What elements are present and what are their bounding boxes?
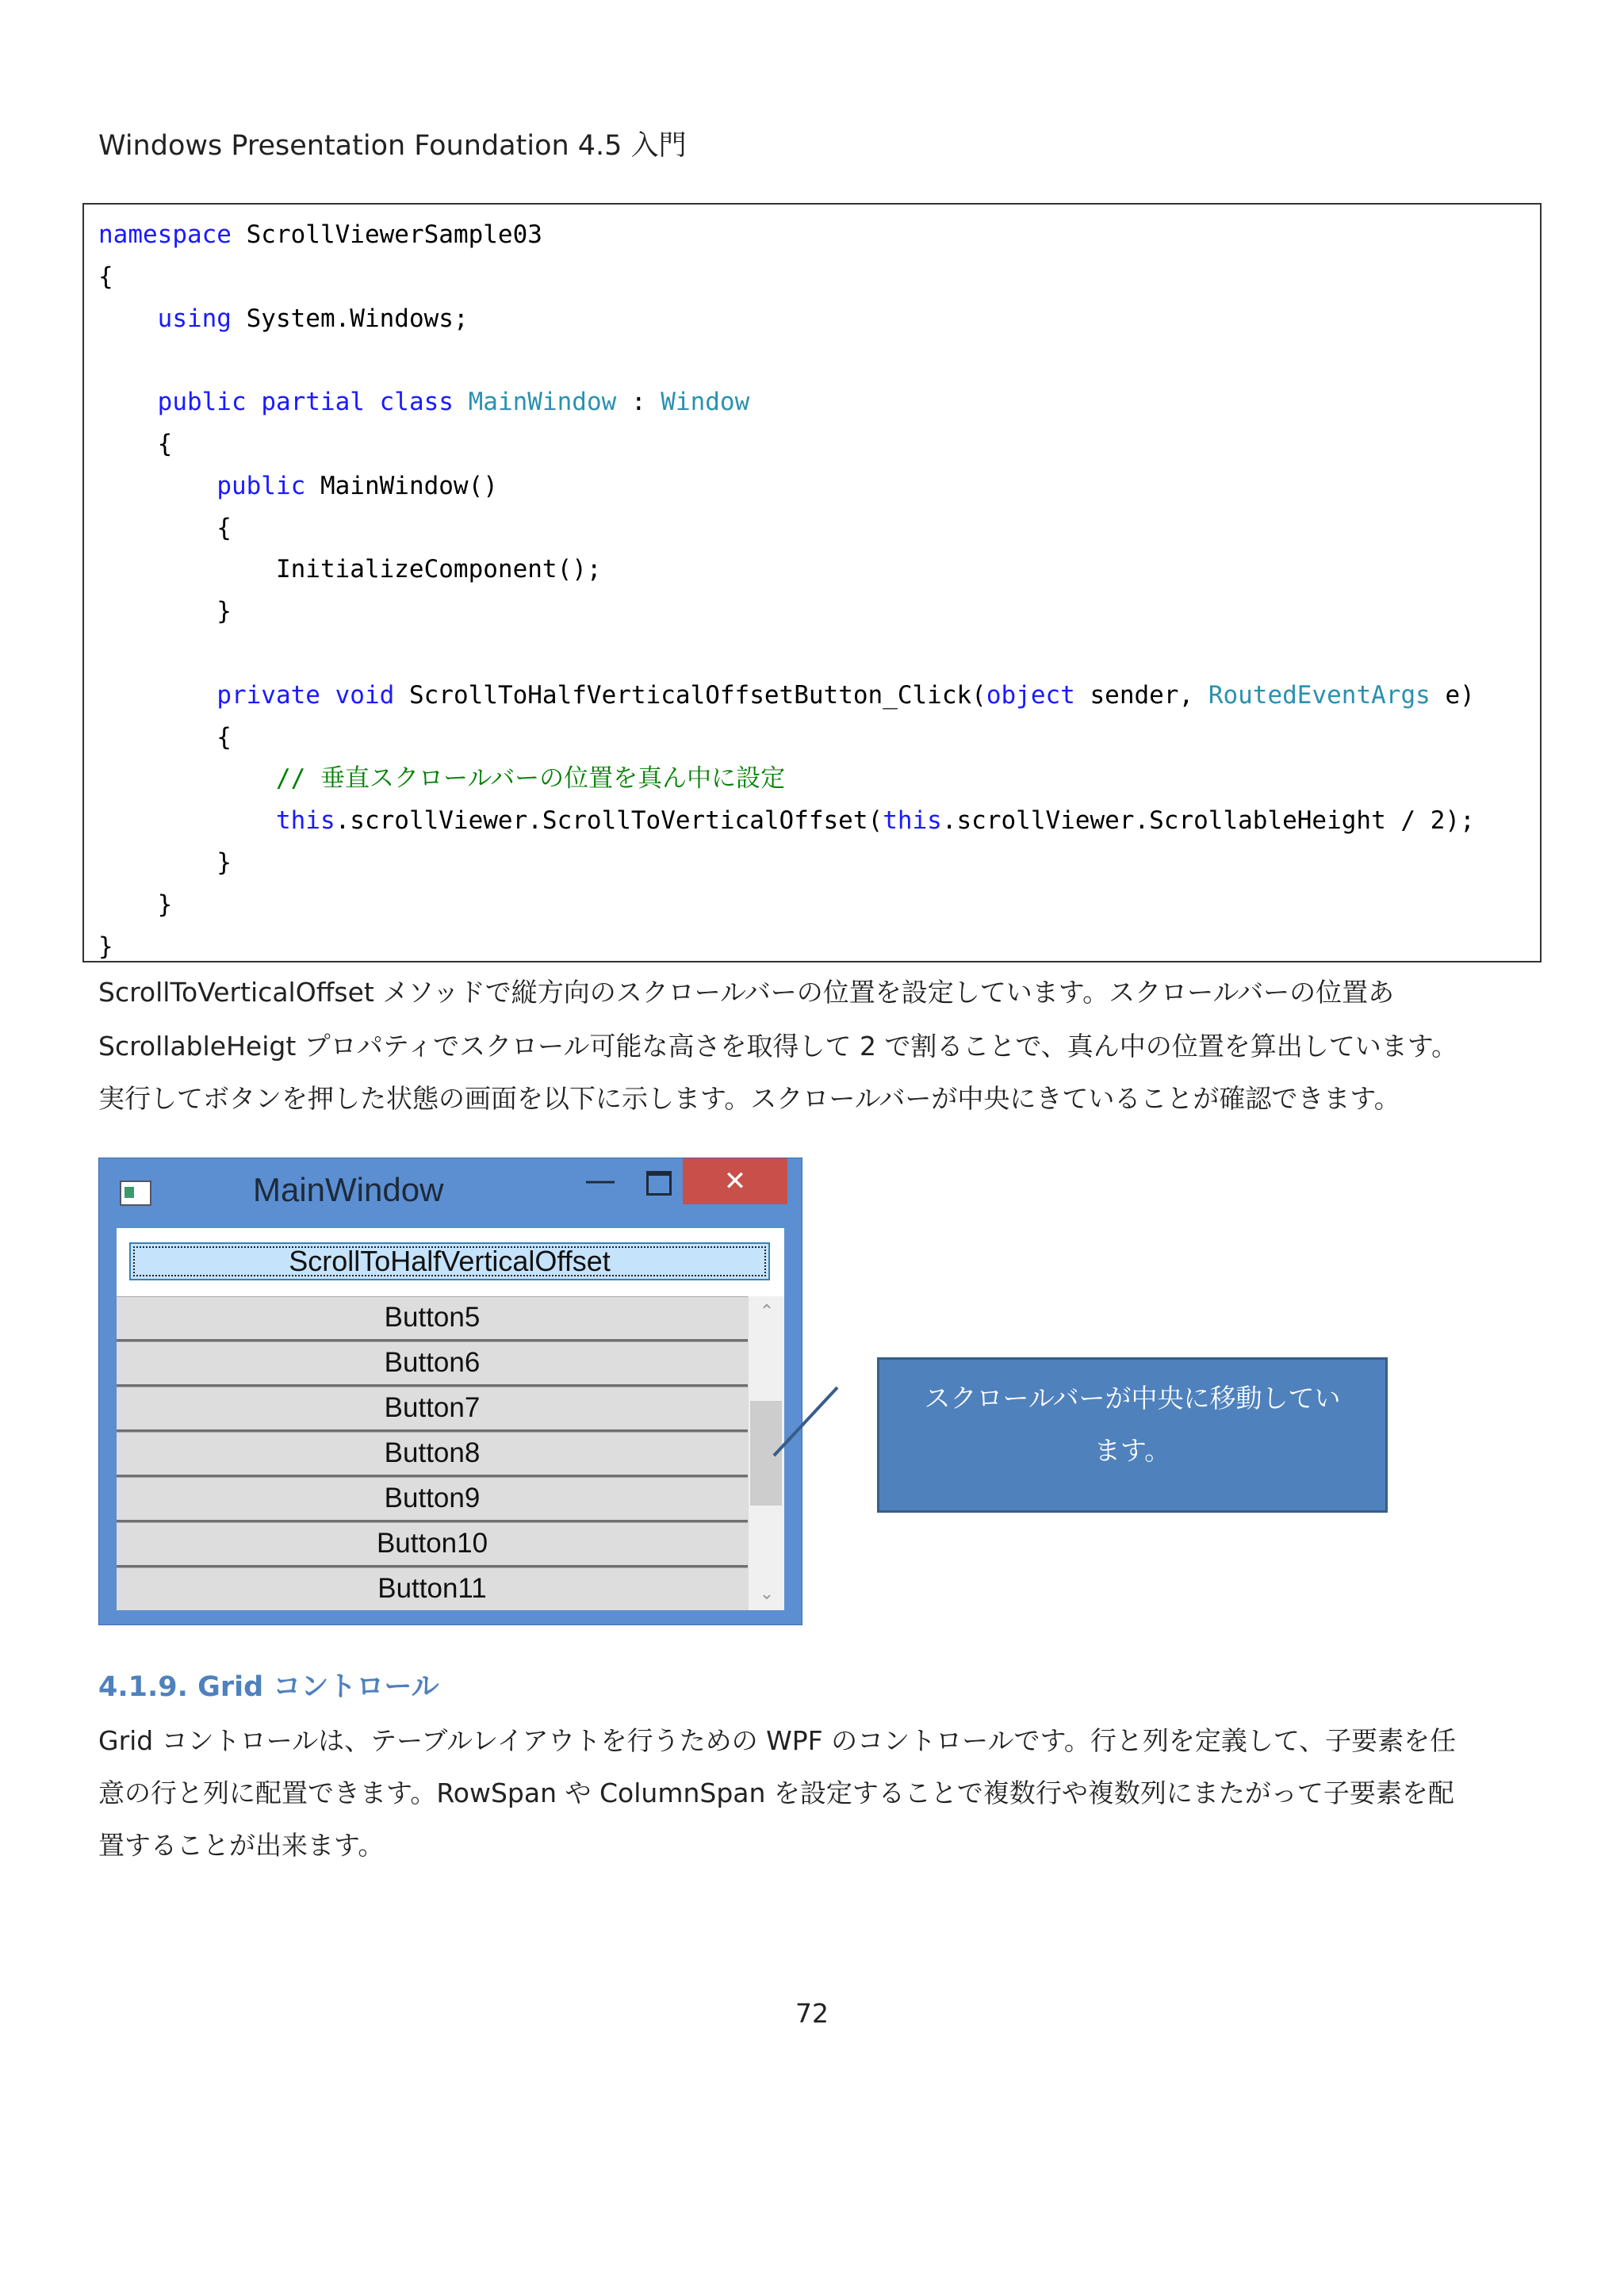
close-icon[interactable]: ✕ (683, 1158, 787, 1204)
code-line: InitializeComponent(); (98, 555, 602, 584)
code-line: this.scrollViewer.ScrollToVerticalOffset(this.scrollViewer.ScrollableHeight / 2); (275, 806, 1475, 836)
minimize-icon[interactable]: — (584, 1162, 616, 1199)
callout-pointer-line (763, 1384, 842, 1464)
window-client-area (117, 1228, 784, 1610)
paragraph-line: 実行してボタンを押した状態の画面を以下に示します。スクロールバーが中央にきていることが確認できます。 (98, 1083, 1400, 1114)
code-line: { (98, 262, 113, 291)
code-line: { (98, 429, 173, 458)
paragraph-line: 意の行と列に配置できます。RowSpan や ColumnSpan を設定することで複数行や複数列にまたがって子要素を配 (98, 1777, 1454, 1808)
list-button-7[interactable]: Button7 (117, 1387, 748, 1432)
code-line: } (98, 932, 113, 961)
page-header: Windows Presentation Foundation 4.5 入門 (98, 130, 687, 162)
app-window-icon (120, 1181, 151, 1206)
list-button-5[interactable]: Button5 (117, 1296, 748, 1341)
paragraph-line: ScrollToVerticalOffset メソッドで縦方向のスクロールバーの位置を設定しています。スクロールバーの位置あ (98, 977, 1395, 1008)
code-line (98, 339, 1475, 381)
scroll-to-half-button[interactable]: ScrollToHalfVerticalOffset (129, 1242, 770, 1280)
page-number: 72 (795, 1998, 829, 2029)
code-line: } (98, 597, 232, 626)
code-line: private void ScrollToHalfVerticalOffsetButton_Click(object sender, RoutedEventArgs e) (216, 680, 1475, 710)
callout-text-line: スクロールバーが中央に移動してい (924, 1383, 1341, 1414)
paragraph-line: ScrollableHeigt プロパティでスクロール可能な高さを取得して 2 で割ることで、真ん中の位置を算出しています。 (98, 1031, 1458, 1062)
list-button-8[interactable]: Button8 (117, 1432, 748, 1477)
paragraph-line: Grid コントロールは、テーブルレイアウトを行うための WPF のコントロールです。行と列を定義して、子要素を任 (98, 1725, 1457, 1756)
code-line: public partial class MainWindow : Window (157, 388, 750, 417)
code-line: } (98, 848, 232, 877)
scroll-viewer (117, 1296, 748, 1610)
scroll-up-icon[interactable]: ⌃ (759, 1302, 775, 1322)
list-button-6[interactable]: Button6 (117, 1341, 748, 1387)
code-line: public MainWindow() (216, 471, 498, 500)
maximize-icon[interactable] (635, 1161, 680, 1200)
main-window-screenshot (98, 1158, 802, 1625)
list-button-11[interactable]: Button11 (117, 1567, 748, 1610)
window-title: MainWindow (253, 1171, 444, 1208)
code-line: } (98, 890, 173, 919)
code-text (98, 214, 1475, 967)
code-listing (82, 203, 1542, 962)
code-line: { (98, 722, 232, 752)
list-button-9[interactable]: Button9 (117, 1477, 748, 1522)
callout-text-line: ます。 (1094, 1435, 1171, 1466)
code-line: namespace ScrollViewerSample03 (98, 220, 542, 249)
list-button-10[interactable]: Button10 (117, 1522, 748, 1567)
code-line (98, 633, 1475, 675)
scroll-down-icon[interactable]: ⌄ (759, 1584, 775, 1604)
code-line: using System.Windows; (157, 304, 469, 333)
code-line: { (98, 513, 232, 542)
section-heading: 4.1.9. Grid コントロール (98, 1671, 439, 1703)
code-line: // 垂直スクロールバーの位置を真ん中に設定 (275, 764, 786, 794)
paragraph-line: 置することが出来ます。 (98, 1830, 385, 1861)
callout-box (877, 1357, 1388, 1513)
